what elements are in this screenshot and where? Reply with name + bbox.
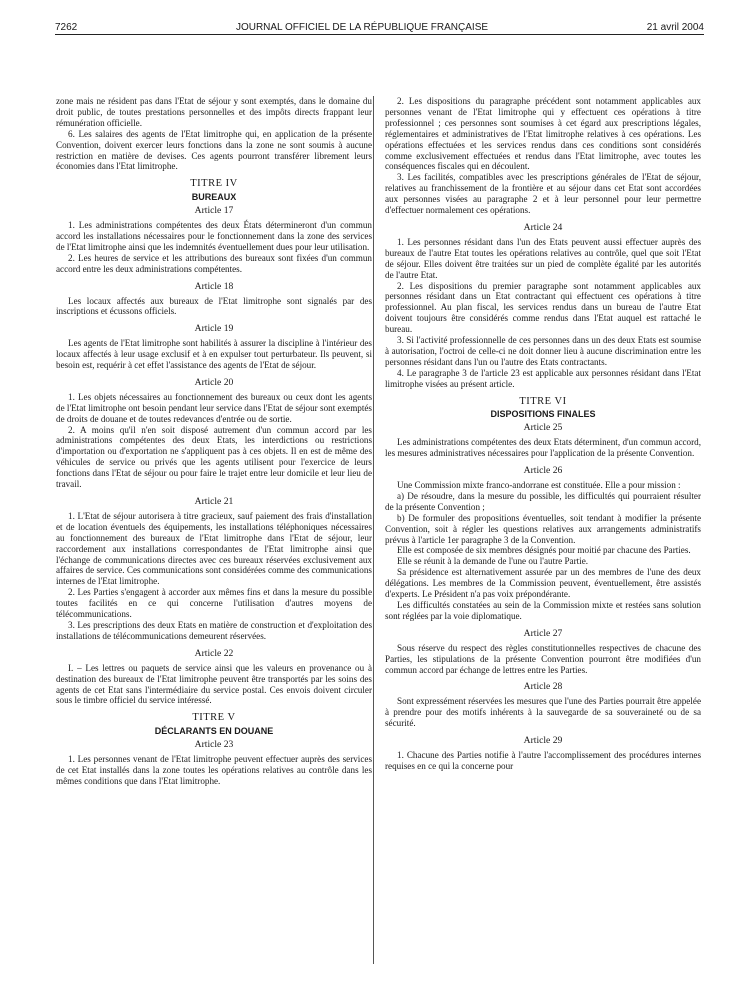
paragraph: 1. Les objets nécessaires au fonctionnement des bureaux ou ceux dont les agents de l'Etat limitrophe ont besoin pendant leur service dans l'Etat de séjour sont exemptés de droits de douane et de toutes redevances d'entrée ou de sortie.: [56, 391, 372, 424]
paragraph: zone mais ne résident pas dans l'Etat de séjour y sont exemptés, dans le domaine du droit public, de toutes prestations personnelles et des impôts directs frappant leur rémunération officielle.: [56, 96, 372, 128]
titre-heading: TITRE VI: [519, 395, 567, 407]
titre-heading: TITRE IV: [190, 178, 238, 190]
titre-name: BUREAUX: [191, 192, 237, 203]
paragraph: 3. Si l'activité professionnelle de ces personnes dans un des deux Etats est soumise à autorisation, l'octroi de celle-ci ne doit donner lieu à aucune discrimination entre les personnes résidant dans l'un ou l'autre des Etats contractants.: [385, 335, 701, 367]
paragraph: 2. Les Parties s'engagent à accorder aux mêmes fins et dans la mesure du possible toutes facilités en ce qui concerne l'utilisation d'autres moyens de télécommunications.: [56, 587, 372, 620]
titre-heading: TITRE V: [192, 712, 236, 724]
paragraph: 1. Les personnes venant de l'Etat limitrophe peuvent effectuer auprès des services de cet Etat installés dans la zone toutes les opérations relatives au contrôle dans les mêmes conditions que dans l'Etat limitrophe.: [56, 754, 372, 786]
paragraph: Les difficultés constatées au sein de la Commission mixte et restées sans solution sont réglées par la voie diplomatique.: [385, 599, 701, 621]
article-heading: Article 28: [523, 681, 563, 693]
paragraph: 1. Les personnes résidant dans l'un des Etats peuvent aussi effectuer auprès des bureaux de l'autre Etat toutes les opérations relatives au contrôle, quel que soit l'Etat de séjour. Elles doivent être traitées sur un pied de complète égalité par les autorités de l'autre Etat.: [385, 236, 701, 280]
article-heading: Article 24: [523, 221, 563, 233]
right-column: [385, 96, 701, 772]
paragraph: 1. Les administrations compétentes des deux États détermineront d'un commun accord les installations nécessaires pour le fonctionnement dans la zone des services de l'Etat limitrophe ainsi que les indemnités éventuellement dues pour leur utilisation.: [56, 220, 372, 252]
paragraph: 6. Les salaires des agents de l'Etat limitrophe qui, en application de la présente Convention, doivent exercer leurs fonctions dans la zone ne sont soumis à aucune restriction en matière de devises. Ces agents pourront transférer librement leurs économies dans l'Etat limitrophe.: [56, 128, 372, 172]
paragraph: Elle est composée de six membres désignés pour moitié par chacune des Parties.: [397, 545, 691, 556]
page-number: 7262: [55, 22, 78, 33]
paragraph: a) De résoudre, dans la mesure du possible, les difficultés qui pourraient résulter de la présente Convention ;: [385, 490, 701, 512]
paragraph: Les administrations compétentes des deux Etats déterminent, d'un commun accord, les mesures administratives nécessaires pour l'application de la présente Convention.: [385, 437, 701, 459]
paragraph: Les agents de l'Etat limitrophe sont habilités à assurer la discipline à l'intérieur des locaux affectés à leur usage exclusif et à en expulser tout perturbateur. Ils peuvent, si besoin est, requérir à cet effet l'assistance des agents de l'Etat de séjour.: [56, 338, 372, 371]
article-heading: Article 21: [194, 496, 234, 507]
paragraph: 2. Les dispositions du premier paragraphe sont notamment applicables aux personnes résidant dans un Etat contractant qui effectuent ces opérations à titre professionnel. Au plan fiscal, les services rendus dans un bureau de l'autre Etat doivent toujours être considérés comme rendus dans l'Etat auquel est rattaché le bureau.: [385, 280, 701, 335]
paragraph: 1. L'Etat de séjour autorisera à titre gracieux, sauf paiement des frais d'installation et de location éventuels des équipements, les installations téléphoniques nécessaires au fonctionnement des bureaux de l'Etat limitrophe dans l'Etat de séjour, leur raccordement aux installations correspondantes de l'Etat limitrophe ainsi que l'échange de communications directes avec ces bureaux réservées exclusivement aux affaires de service. Ces communications sont considérées comme des communications internes de l'Etat limitrophe.: [56, 510, 372, 587]
paragraph: b) De formuler des propositions éventuelles, soit tendant à modifier la présente Convention, soit à régler les questions relatives aux arrangements administratifs prévus à l'article 1er paragraphe 3 de la Convention.: [385, 512, 701, 545]
paragraph: 4. Le paragraphe 3 de l'article 23 est applicable aux personnes résidant dans l'Etat limitrophe visées au présent article.: [385, 367, 701, 389]
article-heading: Article 27: [523, 627, 563, 639]
article-heading: Article 29: [523, 735, 563, 747]
paragraph: Les locaux affectés aux bureaux de l'Etat limitrophe sont signalés par des inscriptions et écussons officiels.: [56, 295, 372, 317]
article-heading: Article 26: [523, 465, 563, 477]
paragraph: I. – Les lettres ou paquets de service ainsi que les valeurs en provenance ou à destination des bureaux de l'Etat limitrophe peuvent être transportés par les soins des agents de cet Etat sans l'intermédiaire du service postal. Ces envois doivent circuler sous le timbre officiel du service intéressé.: [56, 662, 372, 706]
paragraph: Sous réserve du respect des règles constitutionnelles respectives de chacune des Parties, les stipulations de la présente Convention pourront être modifiées d'un commun accord par échange de lettres entre les Parties.: [385, 642, 701, 675]
paragraph: 2. Les dispositions du paragraphe précédent sont notamment applicables aux personnes venant de l'Etat limitrophe qui y effectuent ces opérations à titre professionnel ; ces personnes sont soumises à cet égard aux prescriptions légales, réglementaires et administratives de l'Etat limitrophe relatives à ces opérations. Les opérations effectuées et les services rendus dans ces conditions sont considérés comme exclusivement effectuées et rendus dans l'Etat limitrophe, avec toutes les conséquences fiscales qui en découlent.: [385, 96, 701, 172]
paragraph: 2. Les heures de service et les attributions des bureaux sont fixées d'un commun accord entre les deux administrations compétentes.: [56, 252, 372, 274]
issue-date: 21 avril 2004: [646, 22, 704, 33]
paragraph: Sa présidence est alternativement assurée par un des membres de l'une des deux délégations. Les membres de la Commission peuvent, éventuellement, être assistés d'experts. Le Président n'a pas voix prépondérante.: [385, 567, 701, 600]
article-heading: Article 25: [523, 422, 563, 434]
journal-title: JOURNAL OFFICIEL DE LA RÉPUBLIQUE FRANÇAISE: [235, 22, 489, 33]
article-heading: Article 18: [194, 280, 234, 292]
paragraph: Elle se réunit à la demande de l'une ou l'autre Partie.: [397, 556, 589, 567]
left-column: [56, 96, 372, 787]
article-heading: Article 17: [194, 205, 234, 217]
article-heading: Article 19: [194, 323, 234, 335]
titre-name: DÉCLARANTS EN DOUANE: [154, 726, 274, 737]
header-rule: [55, 34, 704, 35]
paragraph: 3. Les facilités, compatibles avec les prescriptions générales de l'Etat de séjour, relatives au franchissement de la frontière et au séjour dans cet Etat sont accordées aux personnes visées au paragraphe 2 et à leur personnel pour leur permettre d'effectuer normalement ces opérations.: [385, 172, 701, 216]
article-heading: Article 20: [194, 376, 234, 388]
paragraph: 3. Les prescriptions des deux Etats en matière de construction et d'exploitation des installations de télécommunications demeurent réservées.: [56, 619, 372, 641]
paragraph: 1. Chacune des Parties notifie à l'autre l'accomplissement des procédures internes requises en ce qui la concerne pour: [385, 749, 701, 771]
column-divider: [373, 96, 374, 964]
paragraph: Une Commission mixte franco-andorrane est constituée. Elle a pour mission :: [397, 480, 681, 490]
paragraph: 2. A moins qu'il n'en soit disposé autrement d'un commun accord par les administrations compétentes des deux Etats, les interdictions ou restrictions d'importation ou d'exportation ne s'appliquent pas à ces objets. Il en est de même des véhicules de service ou privés que les agents utilisent pour l'exercice de leurs fonctions dans l'Etat de séjour ou pour faire le trajet entre leur domicile et leur lieu de travail.: [56, 424, 372, 490]
paragraph: Sont expressément réservées les mesures que l'une des Parties pourrait être appelée à prendre pour des motifs inhérents à la sauvegarde de sa souveraineté ou de sa sécurité.: [385, 696, 701, 729]
page-header: [55, 17, 704, 33]
titre-name: DISPOSITIONS FINALES: [490, 409, 596, 420]
article-heading: Article 22: [194, 647, 234, 659]
article-heading: Article 23: [194, 739, 234, 751]
